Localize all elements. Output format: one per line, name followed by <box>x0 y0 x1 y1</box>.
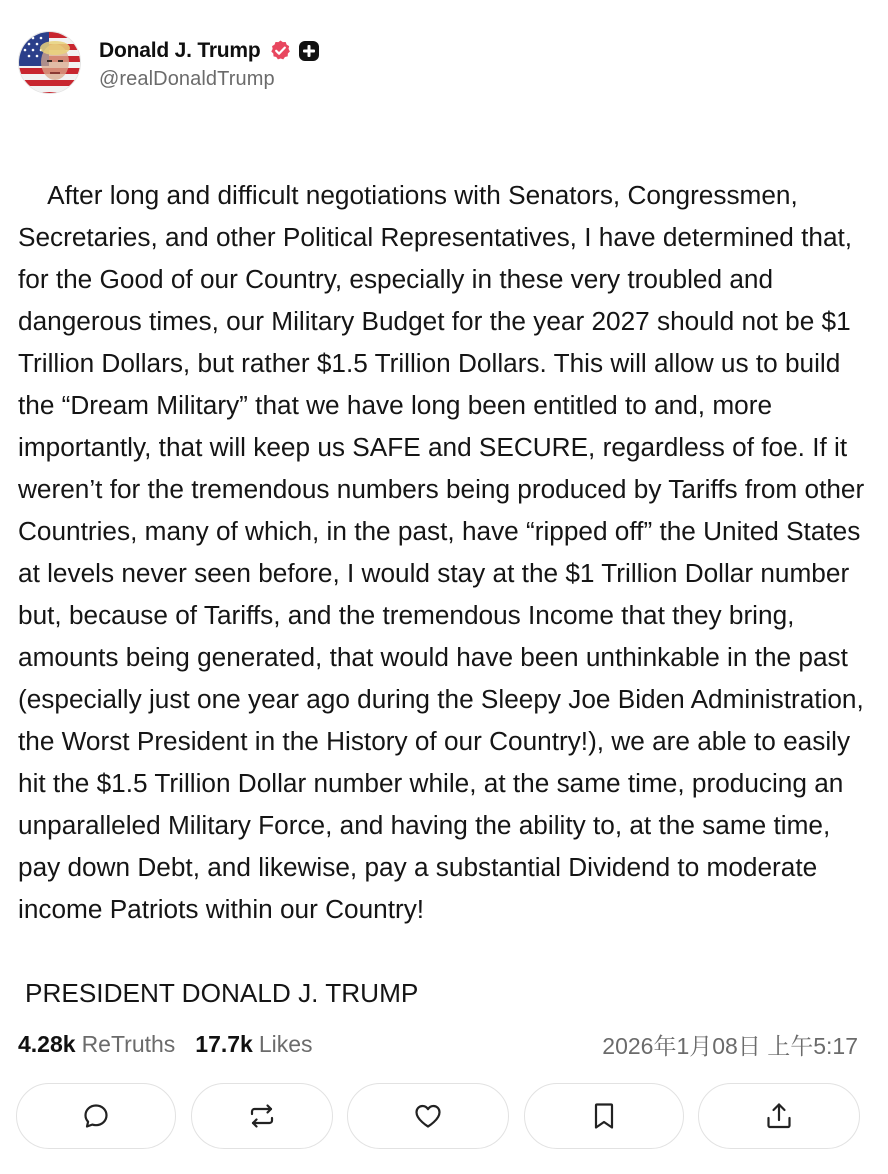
retruths-count: 4.28k <box>18 1030 76 1057</box>
plus-badge-icon <box>298 40 320 62</box>
like-button[interactable] <box>347 1083 509 1149</box>
post-body-text: After long and difficult negotiations with Senators, Congressmen, Secretaries, and other Political Representatives, I have determined that, for the Good of our Country, especially in these very troubled and dangerous times, our Military Budget for the year 2027 should not be $1 Trillion Dollars, but rather $1.5 Trillion Dollars. This will allow us to build the “Dream Military” that we have long been entitled to and, more importantly, that will keep us SAFE and SECURE, regardless of foe. If it weren’t for the tremendous numbers being produced by Tariffs from other Countries, many of which, in the past, have “ripped off” the United States at levels never seen before, I would stay at the $1 Trillion Dollar number but, because of Tariffs, and the tremendous Income that they bring, amounts being generated, that would have been unthinkable in the past (especially just one year ago during the Sleepy Joe Biden Administration, the Worst President in the History of our Country!), we are able to easily hit the $1.5 Trillion Dollar number while, at the same time, producing an unparalleled Military Force, and having the ability to, at the same time, pay down Debt, and likewise, pay a substantial Dividend to moderate income Patriots within our Country! <box>18 180 872 924</box>
author-name-row <box>99 34 320 68</box>
post-signature: PRESIDENT DONALD J. TRUMP <box>25 978 419 1008</box>
retruths-label: ReTruths <box>81 1030 176 1057</box>
post-body <box>18 132 872 1098</box>
verified-badge-icon <box>269 39 292 62</box>
author-handle[interactable]: @realDonaldTrump <box>99 67 275 90</box>
bookmark-icon <box>588 1100 620 1132</box>
retruth-button[interactable] <box>191 1083 333 1149</box>
reply-button[interactable] <box>16 1083 176 1149</box>
share-icon <box>763 1100 795 1132</box>
likes-label: Likes <box>258 1030 313 1057</box>
reply-icon <box>80 1100 112 1132</box>
author-identity <box>99 34 320 91</box>
retruths-stat[interactable] <box>18 1031 175 1058</box>
post-stats <box>18 1026 858 1062</box>
heart-icon <box>412 1100 444 1132</box>
bookmark-button[interactable] <box>524 1083 684 1149</box>
post-timestamp: 2026年1月08日 上午5:17 <box>602 1032 858 1059</box>
avatar[interactable] <box>18 31 81 94</box>
flag-portrait-avatar <box>19 32 81 94</box>
post-header <box>18 30 320 94</box>
post-actions <box>16 1083 860 1149</box>
share-button[interactable] <box>698 1083 860 1149</box>
likes-stat[interactable] <box>195 1031 312 1058</box>
author-display-name[interactable]: Donald J. Trump <box>99 38 261 62</box>
retruth-icon <box>246 1100 278 1132</box>
likes-count: 17.7k <box>195 1030 253 1057</box>
